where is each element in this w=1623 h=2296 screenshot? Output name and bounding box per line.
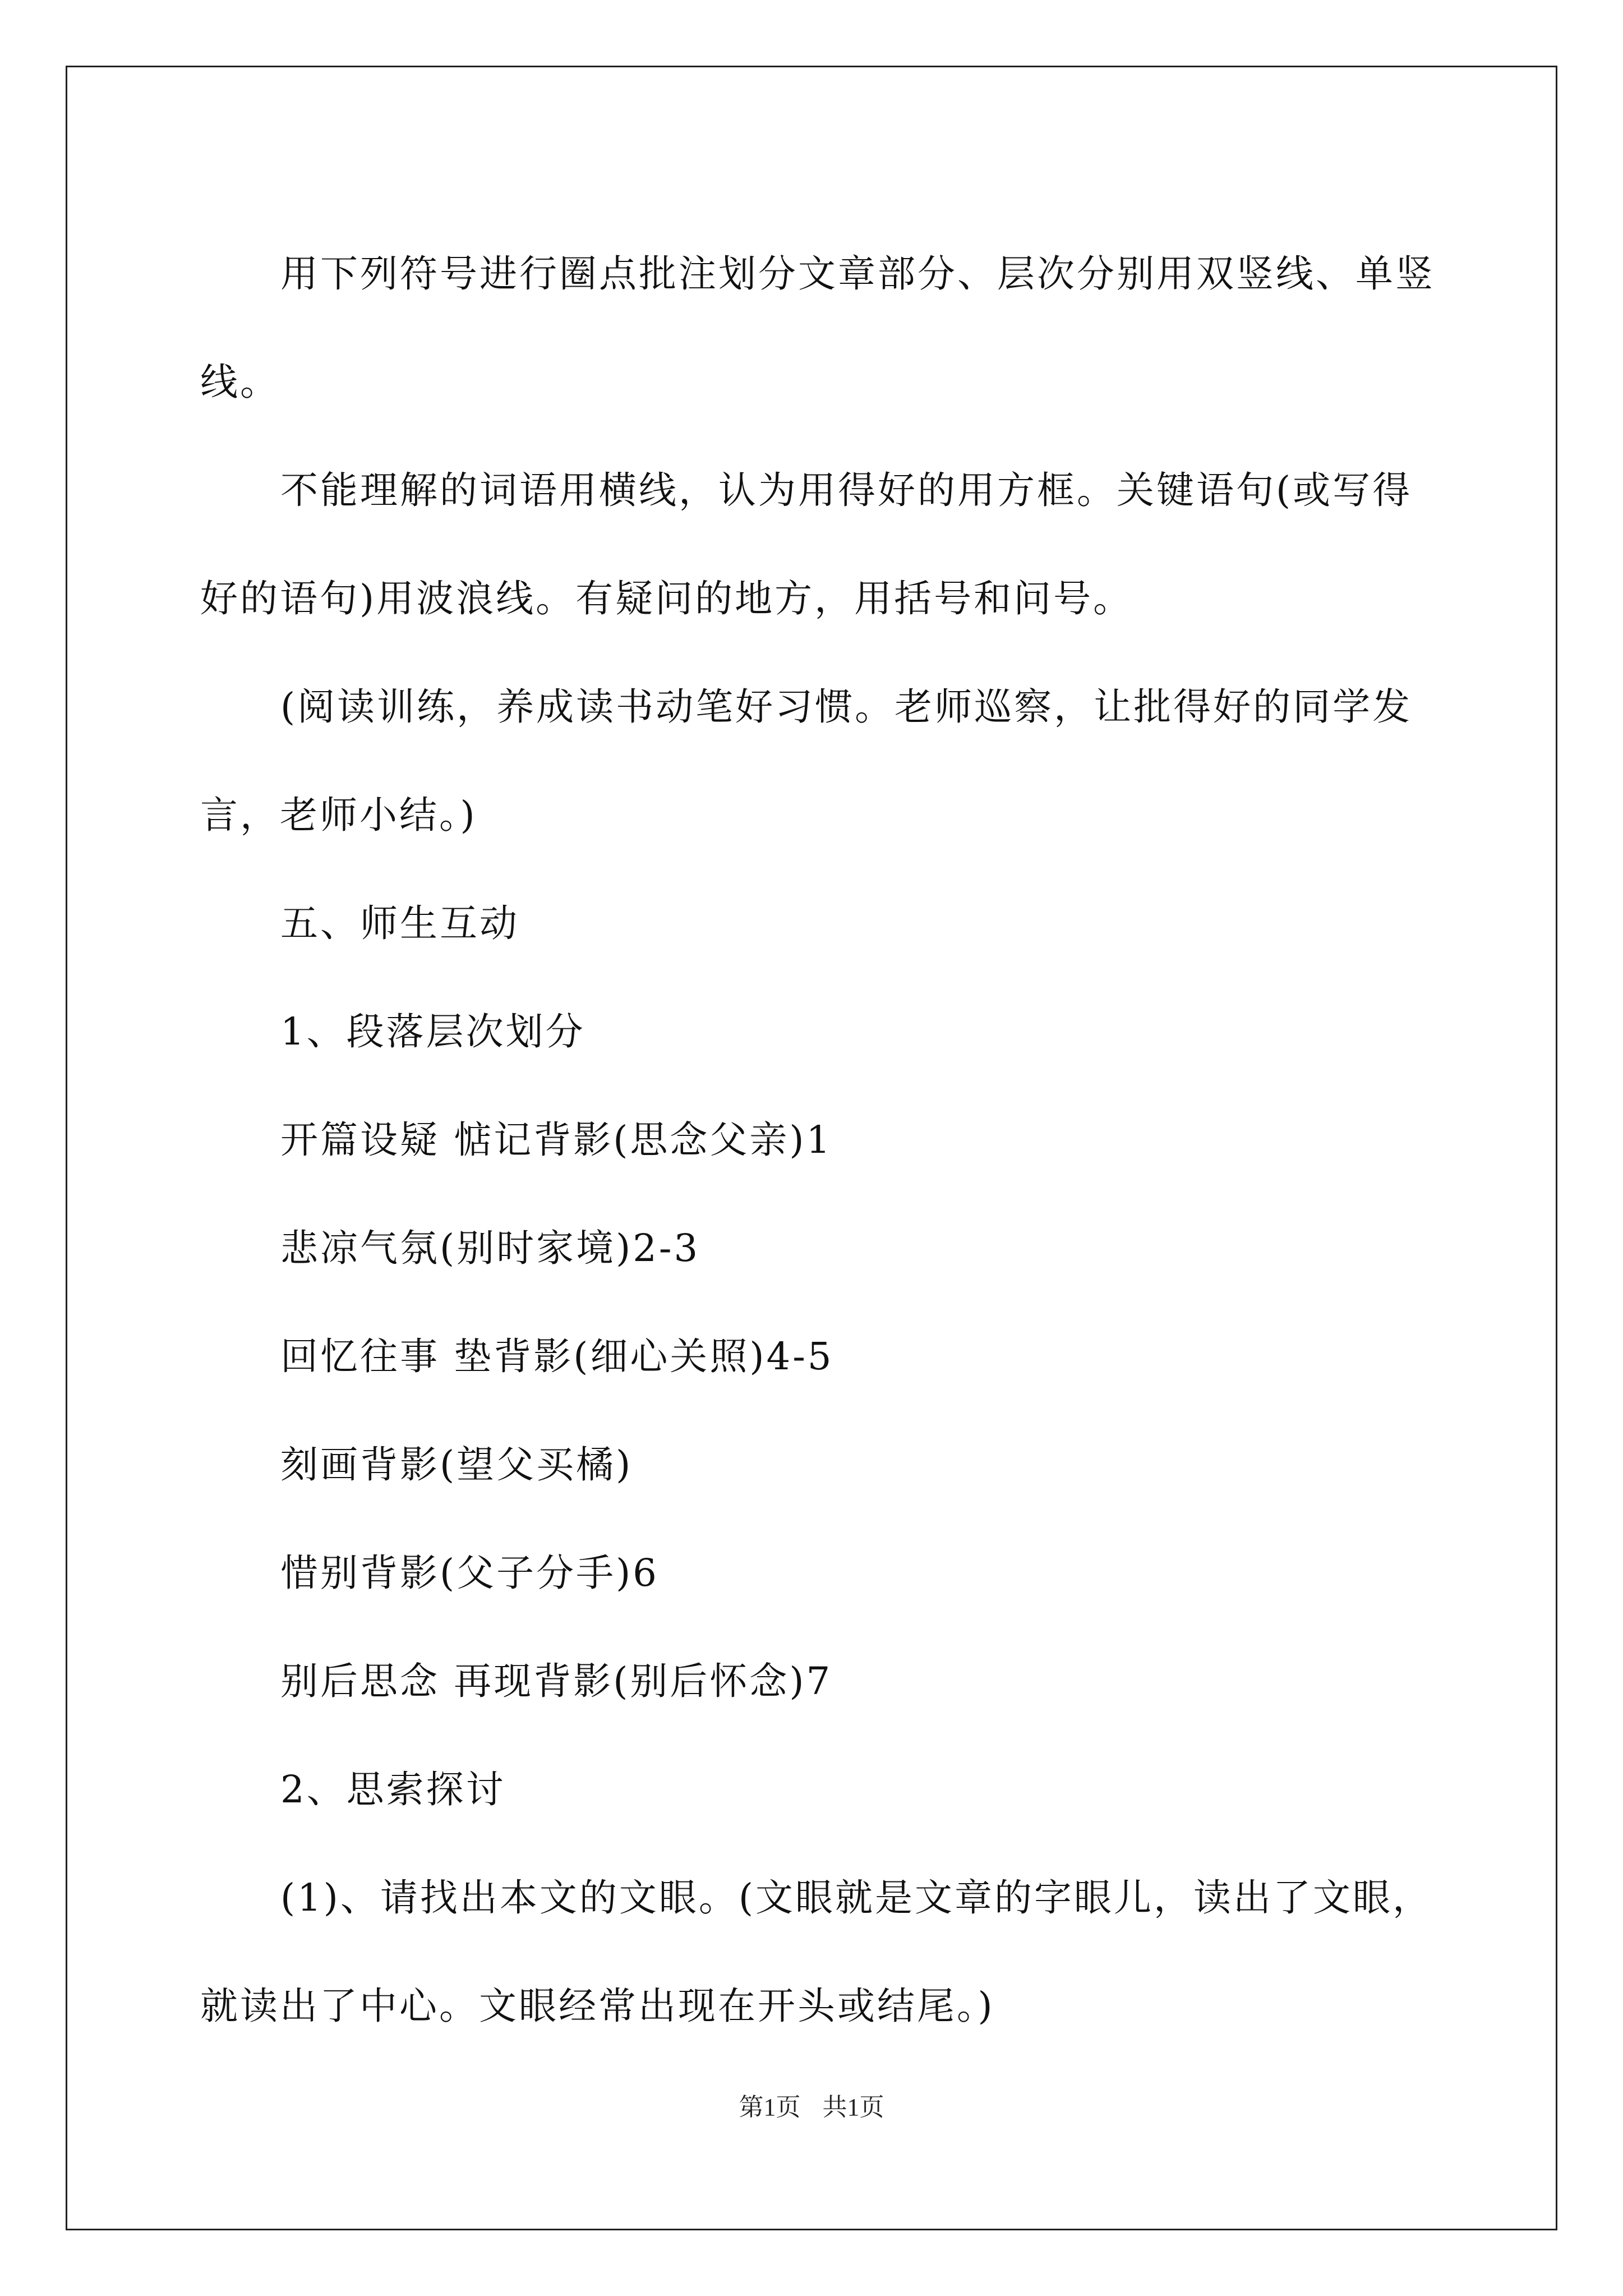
document-body	[200, 220, 1445, 2060]
outline-item: 刻画背影(望父买橘)	[280, 1443, 633, 1487]
outline-item: 回忆往事 垫背影(细心关照)4-5	[280, 1335, 834, 1378]
subsection-heading: 1、段落层次划分	[280, 1010, 585, 1053]
paragraph: (阅读训练，养成读书动笔好习惯。老师巡察，让批得好的同学发言，老师小结。)	[200, 685, 1413, 837]
page-footer	[0, 2087, 1623, 2123]
paragraph: (1)、请找出本文的文眼。(文眼就是文章的字眼儿，读出了文眼，就读出了中心。文眼经常出现在开头或结尾。)	[200, 1876, 1433, 2028]
outline-item: 悲凉气氛(别时家境)2-3	[280, 1226, 700, 1270]
paragraph: 不能理解的词语用横线，认为用得好的用方框。关键语句(或写得好的语句)用波浪线。有疑问的地方，用括号和问号。	[200, 468, 1413, 620]
outline-item: 别后思念 再现背影(别后怀念)7	[280, 1659, 833, 1703]
outline-item: 惜别背影(父子分手)6	[280, 1551, 659, 1595]
section-heading: 五、师生互动	[280, 901, 519, 945]
paragraph: 用下列符号进行圈点批注划分文章部分、层次分别用双竖线、单竖线。	[200, 252, 1435, 404]
subsection-heading: 2、思索探讨	[280, 1768, 506, 1811]
page-total: 共1页	[822, 2093, 884, 2121]
page-number: 第1页	[739, 2093, 801, 2121]
outline-item: 开篇设疑 惦记背影(思念父亲)1	[280, 1118, 833, 1162]
